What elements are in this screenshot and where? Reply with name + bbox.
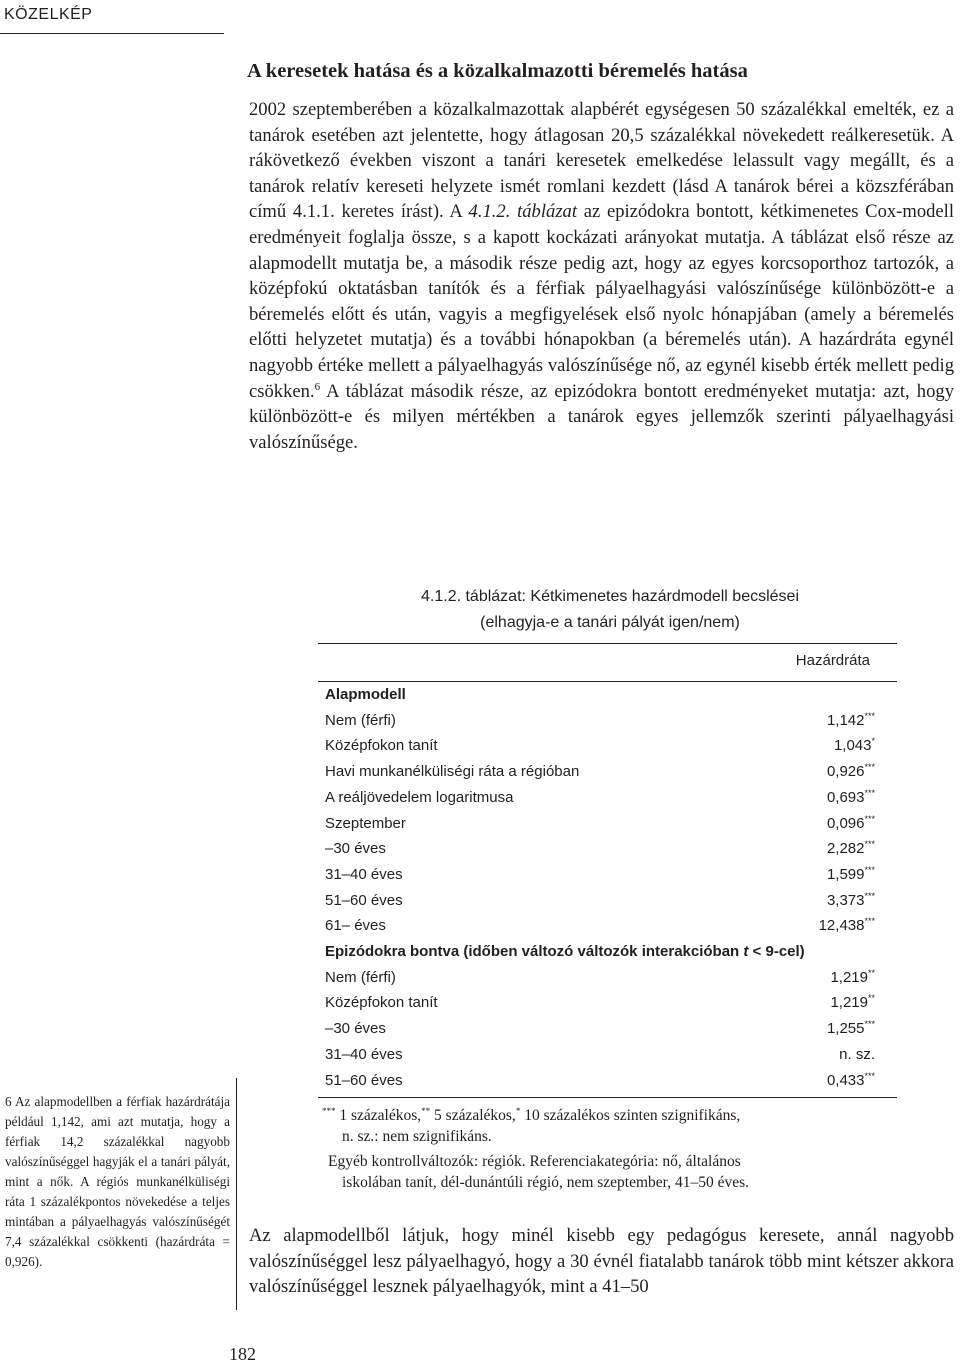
table-header-rule [318,681,897,682]
para1-text-a: 2002 szeptemberében a közalkalmazottak alapbérét egységesen 50 százalékkal emelték, ez a tanárok esetében azt jelentette, hogy átlagosan 20,5 százalékkal növekedett reálkeresetük. A rákövetkező években viszont a tanári keresetek emelkedése lelassult vagy megállt, és a tanárok relatív kereseti helyzete ismét romlani kezdett (lásd A tanárok bérei a közszférában című 4.1.1. keretes írást). A [249,99,954,223]
table-row [325,787,875,809]
row-value-cell [827,1018,875,1040]
significance-marker: *** [864,916,875,927]
significance-marker: *** [864,1019,875,1030]
table-group-heading [325,941,875,963]
table-row [325,735,875,757]
sig-text-1pct: 1 százalékos, [335,1107,422,1124]
hazard-ratio-value: 3,373 [826,891,865,909]
row-value-cell [827,710,875,732]
row-label: –30 éves [325,1020,386,1038]
table-note-controls-line2: iskolában tanít, dél-dunántúli régió, nem szeptember, 41–50 éves. [342,1174,750,1191]
hazard-ratio-value: 2,282 [826,840,865,858]
hazard-ratio-value: 0,693 [826,788,865,806]
page-number: 182 [229,1344,256,1364]
footnote-reference: 6 [314,380,321,393]
row-label: Szeptember [325,814,406,832]
sig-marker-5pct: ** [421,1105,431,1116]
hazard-ratio-value: n. sz. [839,1045,875,1063]
row-label: A reáljövedelem logaritmusa [325,788,514,806]
row-label: Havi munkanélküliségi ráta a régióban [325,763,580,781]
row-value-cell [834,735,875,757]
significance-marker: *** [864,710,875,721]
row-value-cell [839,1044,875,1066]
row-value-cell [827,864,875,886]
table-top-rule [318,643,897,644]
row-label: 31–40 éves [325,1045,403,1063]
row-label: Középfokon tanít [325,737,438,755]
row-value-cell [827,890,875,912]
table-row [325,1044,875,1066]
row-value-cell [827,761,875,783]
row-value-cell [827,838,875,860]
table-row [325,1070,875,1092]
hazard-ratio-value: 1,142 [826,711,865,729]
row-label: Középfokon tanít [325,994,438,1012]
significance-marker: ** [867,993,875,1004]
para1-text-b: az epizódokra bontott, kétkimenetes Cox-modell eredményeit foglalja össze, s a kapott kockázati arányokat mutatja. A táblázat első része az alapmodellt mutatja be, a második része pedig azt, hogy az egyes korcsoporthoz tartozók, a középfokú oktatásban tanítók és a férfiak pályaelhagyási valószínűsége különbözött-e a béremelés előtt és után, vagyis a megfigyelések első nyolc hónapjában (amely a béremelés előtti helyzetet mutatja) és a további hónapokban (a béremelés után). A hazárdráta egynél nagyobb értéke mellett a pályaelhagyás valószínűsége nő, az egynél kisebb érték mellett pedig csökken. [249,201,954,402]
section-label: KÖZELKÉP [4,6,93,23]
table-note-significance [322,1105,892,1126]
table-row [325,761,875,783]
sig-text-10pct: 10 százalékos szinten szignifikáns, [520,1107,741,1124]
table-row [325,864,875,886]
body-paragraph-1 [249,97,954,571]
table-note-ns: n. sz.: nem szignifikáns. [342,1128,492,1145]
hazard-ratio-value: 0,926 [826,763,865,781]
hazard-ratio-value: 0,433 [826,1071,865,1089]
significance-marker: ** [867,967,875,978]
sidebar-divider [236,1078,237,1310]
body-paragraph-2: Az alapmodellből látjuk, hogy minél kisebb egy pedagógus keresete, annál nagyobb valószínűséggel lesz pályaelhagyó, hogy a 30 évnél fiatalabb tanárok több mint kétszer akkora valószínűséggel lesznek pályaelhagyók, mint a 41–50 [249,1225,954,1298]
row-value-cell [830,967,875,989]
row-label: Nem (férfi) [325,968,396,986]
table-reference: 4.1.2. táblázat [468,201,578,223]
row-label: Epizódokra bontva (időben változó változók interakcióban t < 9-cel) [325,943,805,960]
row-label: Nem (férfi) [325,711,396,729]
row-label: 61– éves [325,917,386,935]
significance-marker: *** [864,762,875,773]
hazard-ratio-value: 12,438 [818,917,865,935]
row-label: 51–60 éves [325,1071,403,1089]
significance-marker: * [871,736,875,747]
row-label: 31–40 éves [325,865,403,883]
table-note-controls-line1: Egyéb kontrollváltozók: régiók. Referenciakategória: nő, általános [328,1153,741,1170]
table-row [325,992,875,1014]
row-label: 51–60 éves [325,891,403,909]
row-value-cell [830,992,875,1014]
section-divider [0,33,224,34]
footnote-6: 6 Az alapmodellben a férfiak hazárdrátája például 1,142, ami azt mutatja, hogy a férfiak 14,2 százalékkal nagyobb valószínűséggel hagyják el a tanári pályát, mint a nők. A régiós munkanélküliségi ráta 1 százalékpontos növekedése a teljes mintában a pályaelhagyás valószínűségét 7,4 százalékkal csökkenti (hazárdráta = 0,926). [5,1094,230,1269]
table-row [325,813,875,835]
sig-marker-1pct: *** [322,1105,336,1116]
sig-marker-10pct: * [515,1105,521,1116]
sig-text-5pct: 5 százalékos, [430,1107,516,1124]
row-value-cell [827,813,875,835]
hazard-ratio-value: 1,255 [826,1020,865,1038]
significance-marker: *** [864,813,875,824]
significance-marker: *** [864,787,875,798]
table-subtitle: (elhagyja-e a tanári pályát igen/nem) [480,614,740,631]
table-row [325,967,875,989]
hazard-ratio-value: 1,599 [826,865,865,883]
significance-marker: *** [864,839,875,850]
table-row [325,1018,875,1040]
hazard-ratio-value: 1,043 [833,737,872,755]
significance-marker: *** [864,890,875,901]
table-row [325,710,875,732]
significance-marker: *** [864,864,875,875]
hazard-ratio-value: 1,219 [830,994,868,1012]
row-label: –30 éves [325,840,386,858]
table-column-header: Hazárdráta [795,652,870,669]
para1-text-c: A táblázat második része, az epizódokra bontott eredményeket mutatja: azt, hogy különbözött-e és milyen mértékben a tanárok egyes jellemzők szerinti pályaelhagyási valószínűsége. [249,380,954,453]
row-value-cell [819,915,875,937]
section-heading: A keresetek hatása és a közalkalmazotti béremelés hatása [247,60,748,82]
hazard-ratio-value: 1,219 [830,968,868,986]
table-row [325,890,875,912]
table-row [325,838,875,860]
row-value-cell [827,787,875,809]
significance-marker: *** [864,1070,875,1081]
row-label: Alapmodell [325,686,406,703]
hazard-ratio-value: 0,096 [826,814,865,832]
table-group-heading [325,684,875,706]
row-value-cell [827,1070,875,1092]
table-title: 4.1.2. táblázat: Kétkimenetes hazárdmodell becslései [421,588,799,605]
table-bottom-rule [318,1097,897,1098]
table-row [325,915,875,937]
